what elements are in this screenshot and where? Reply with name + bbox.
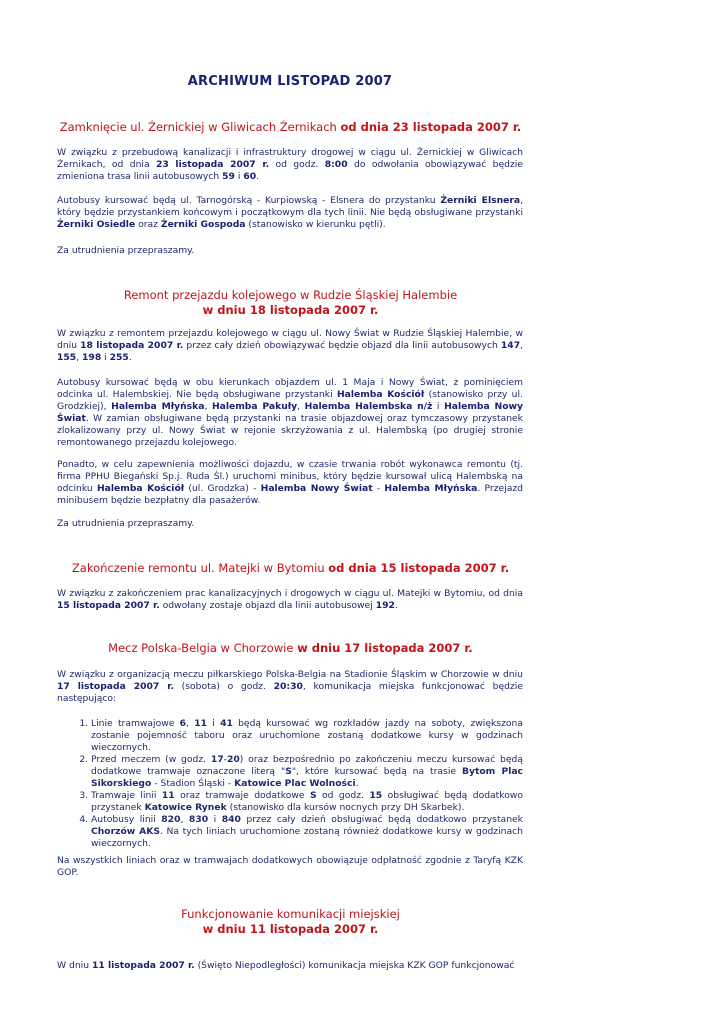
section-title-text: Funkcjonowanie komunikacji miejskiej	[181, 907, 400, 921]
bold-text-run: 6	[179, 718, 187, 729]
section-title-date: od dnia 23 listopada 2007 r.	[340, 120, 522, 134]
text-run: ,	[204, 401, 212, 412]
bold-text-run: 41	[220, 718, 233, 729]
paragraph	[57, 195, 523, 231]
text-run: ) oraz bezpośrednio po zakończeniu meczu kursować będą dodatkowe tramwaje oznaczone literą "	[91, 754, 523, 777]
bold-text-run: Żerniki Gospoda	[160, 219, 246, 230]
paragraph	[57, 588, 523, 612]
paragraph	[57, 518, 523, 530]
text-run: Tramwaje linii	[91, 790, 162, 801]
text-run: (stanowisko dla kursów nocnych przy DH Skarbek).	[226, 802, 465, 813]
text-run: ,	[186, 718, 195, 729]
text-run: Przed meczem (w godz.	[91, 754, 211, 765]
text-run: Na wszystkich liniach oraz w tramwajach dodatkowych obowiązuje odpłatność zgodnie z Taryfą KZK GOP.	[57, 855, 523, 878]
section-title	[57, 641, 524, 656]
bold-text-run: Halemba Halembska n/ż	[304, 401, 433, 412]
page-title: ARCHIWUM LISTOPAD 2007	[187, 74, 393, 89]
text-run: Autobusy kursować będą w obu kierunkach objazdem ul. 1 Maja i Nowy Świat, z pominięciem odcinka ul. Halembskiej. Nie będą obsługiwane przystanki	[57, 377, 523, 400]
text-run: (ul. Grodzka) -	[184, 483, 261, 494]
text-run: Autobusy linii	[91, 814, 162, 825]
bold-text-run: 11 listopada 2007 r.	[91, 960, 195, 971]
bold-text-run: 60	[243, 171, 257, 182]
section-title	[57, 907, 524, 937]
text-run: ", które kursować będą na trasie	[291, 766, 462, 777]
text-run: W związku z zakończeniem prac kanalizacyjnych i drogowych w ciągu ul. Matejki w Bytomiu, od dnia	[57, 588, 523, 599]
bold-text-run: 8:00	[324, 159, 348, 170]
bold-text-run: 192	[375, 600, 395, 611]
section-title-date: w dniu 17 listopada 2007 r.	[297, 641, 473, 655]
bold-text-run: 18 listopada 2007 r.	[80, 340, 184, 351]
bold-text-run: Halemba Pakuły	[211, 401, 298, 412]
text-run: -	[372, 483, 385, 494]
paragraph	[57, 669, 523, 705]
bold-text-run: Katowice Rynek	[144, 802, 227, 813]
text-run: W związku z przebudową kanalizacji i infrastruktury drogowej w ciągu ul. Żernickiej w Gliwicach Żernikach, od dnia	[57, 147, 523, 170]
bold-text-run: 147	[500, 340, 521, 351]
text-run: W dniu	[57, 960, 92, 971]
bold-text-run: 17 listopada 2007 r.	[57, 681, 174, 692]
bold-text-run: 840	[221, 814, 241, 825]
text-run: oraz tramwaje dodatkowe	[174, 790, 310, 801]
paragraph	[57, 245, 523, 257]
text-run: i	[207, 718, 221, 729]
bold-text-run: Żerniki Elsnera	[440, 195, 521, 206]
bold-text-run: Halemba Kościół	[336, 389, 425, 400]
bold-text-run: 23 listopada 2007 r.	[155, 159, 270, 170]
bold-text-run: Katowice Plac Wolności	[234, 778, 356, 789]
text-run: będą kursować wg rozkładów jazdy na soboty, zwiększona zostanie pojemność taboru oraz uruchomione zostaną dodatkowe kursy w godzinach wieczornych.	[91, 718, 523, 753]
section-title	[57, 120, 524, 135]
text-run: ,	[520, 340, 524, 351]
text-run: -	[223, 754, 227, 765]
bold-text-run: Halemba Młyńska	[111, 401, 205, 412]
bold-text-run: 17	[210, 754, 224, 765]
bold-text-run: 20:30	[273, 681, 303, 692]
text-run: i	[101, 352, 110, 363]
section-title	[57, 561, 524, 576]
bold-text-run: 15	[369, 790, 383, 801]
bold-text-run: Halemba Nowy Świat	[260, 483, 373, 494]
text-run: (Święto Niepodległości) komunikacja miejska KZK GOP funkcjonować	[194, 960, 515, 971]
text-run: i	[234, 171, 244, 182]
bold-text-run: Żerniki Osiedle	[57, 219, 136, 230]
text-run: Autobusy kursować będą ul. Tarnogórską - Kurpiowską - Elsnera do przystanku	[57, 195, 441, 206]
text-run: .	[394, 600, 398, 611]
text-run: i	[432, 401, 445, 412]
bold-text-run: Bytom Plac Sikorskiego	[91, 766, 523, 789]
section-title-text: Mecz Polska-Belgia w Chorzowie	[108, 641, 298, 655]
text-run: W związku z organizacją meczu piłkarskiego Polska-Belgia na Stadionie Śląskim w Chorzowie w dniu	[57, 669, 523, 680]
text-run: przez cały dzień obowiązywać będzie objazd dla linii autobusowych	[183, 340, 501, 351]
text-run: . Przejazd minibusem będzie bezpłatny dla pasażerów.	[57, 483, 524, 506]
numbered-list	[57, 718, 523, 850]
bold-text-run: 830	[188, 814, 209, 825]
bold-text-run: Halemba Kościół	[96, 483, 185, 494]
text-run: Ponadto, w celu zapewnienia możliwości dojazdu, w czasie trwania robót wykonawca remontu (tj. firma PPHU Biegański Sp.j. Ruda Śl.) uruchomi minibus, który będzie kursował ulicą Halembską na odcinku	[57, 459, 523, 494]
bold-text-run: S	[309, 790, 317, 801]
section-title	[57, 288, 524, 318]
bold-text-run: 11	[194, 718, 208, 729]
text-run: - Stadion Śląski -	[151, 778, 235, 789]
section-title-date: w dniu 18 listopada 2007 r.	[202, 303, 379, 317]
text-run: .	[355, 778, 359, 789]
text-run: .	[128, 352, 132, 363]
bold-text-run: 820	[161, 814, 181, 825]
section-title-date: w dniu 11 listopada 2007 r.	[202, 922, 379, 936]
bold-text-run: 20	[227, 754, 240, 765]
text-run: (stanowisko przy ul. Grodzkiej),	[57, 389, 523, 412]
text-run: . Na tych liniach uruchomione zostaną również dodatkowe kursy w godzinach wieczornych.	[91, 826, 523, 849]
text-run: od godz.	[269, 159, 325, 170]
text-run: Linie tramwajowe	[91, 718, 180, 729]
section-title-text: Zakończenie remontu ul. Matejki w Bytomiu	[71, 561, 329, 575]
list-item	[91, 790, 523, 814]
paragraph	[57, 459, 523, 507]
text-run: ,	[180, 814, 189, 825]
bold-text-run: 59	[222, 171, 235, 182]
paragraph	[57, 960, 523, 972]
paragraph	[57, 377, 523, 449]
text-run: Za utrudnienia przepraszamy.	[57, 245, 195, 256]
bold-text-run: 155	[57, 352, 77, 363]
paragraph	[57, 328, 523, 364]
text-run: (sobota) o godz.	[173, 681, 274, 692]
text-run: (stanowisko w kierunku pętli).	[245, 219, 386, 230]
text-run: od godz.	[316, 790, 370, 801]
text-run: Za utrudnienia przepraszamy.	[57, 518, 195, 529]
bold-text-run: 11	[161, 790, 175, 801]
section-title-date: od dnia 15 listopada 2007 r.	[328, 561, 510, 575]
text-run: oraz	[135, 219, 161, 230]
text-run: przez cały dzień obsługiwać będą dodatkowo przystanek	[240, 814, 523, 825]
bold-text-run: Chorzów AKS	[91, 826, 160, 837]
section-title-text: Zamknięcie ul. Żernickiej w Gliwicach Żernikach	[59, 120, 341, 134]
bold-text-run: 198	[82, 352, 102, 363]
section-title-text: Remont przejazdu kolejowego w Rudzie Śląskiej Halembie	[123, 288, 458, 302]
text-run: i	[208, 814, 222, 825]
text-run: . W zamian obsługiwane będą przystanki na trasie objazdowej oraz tymczasowy przystanek zlokalizowany przy ul. Nowy Świat w rejonie skrzyżowania z ul. Halembską (po drugiej stronie remontowanego przejazdu kolejowego.	[57, 413, 523, 448]
text-run: obsługiwać będą dodatkowo przystanek	[91, 790, 524, 813]
bold-text-run: Halemba Nowy Świat	[57, 401, 523, 424]
list-item	[91, 754, 523, 790]
text-run: , który będzie przystankiem końcowym i początkowym dla tych linii. Nie będą obsługiwane przystanki	[57, 195, 524, 218]
list-item	[91, 718, 523, 754]
bold-text-run: Halemba Młyńska	[384, 483, 478, 494]
text-run: do odwołania obowiązywać będzie zmieniona trasa linii autobusowych	[57, 159, 524, 182]
paragraph	[57, 147, 523, 183]
text-run: ,	[297, 401, 305, 412]
text-run: odwołany zostaje objazd dla linii autobusowej	[159, 600, 376, 611]
bold-text-run: S	[285, 766, 292, 777]
bold-text-run: 15 listopada 2007 r.	[57, 600, 160, 611]
paragraph	[57, 855, 523, 879]
text-run: W związku z remontem przejazdu kolejowego w ciągu ul. Nowy Świat w Rudzie Śląskiej Halembie, w dniu	[57, 328, 523, 351]
bold-text-run: 255	[109, 352, 129, 363]
list-item	[91, 814, 523, 850]
text-run: , komunikacja miejska funkcjonować będzie następująco:	[57, 681, 523, 704]
text-run: ,	[76, 352, 83, 363]
text-run: .	[256, 171, 260, 182]
